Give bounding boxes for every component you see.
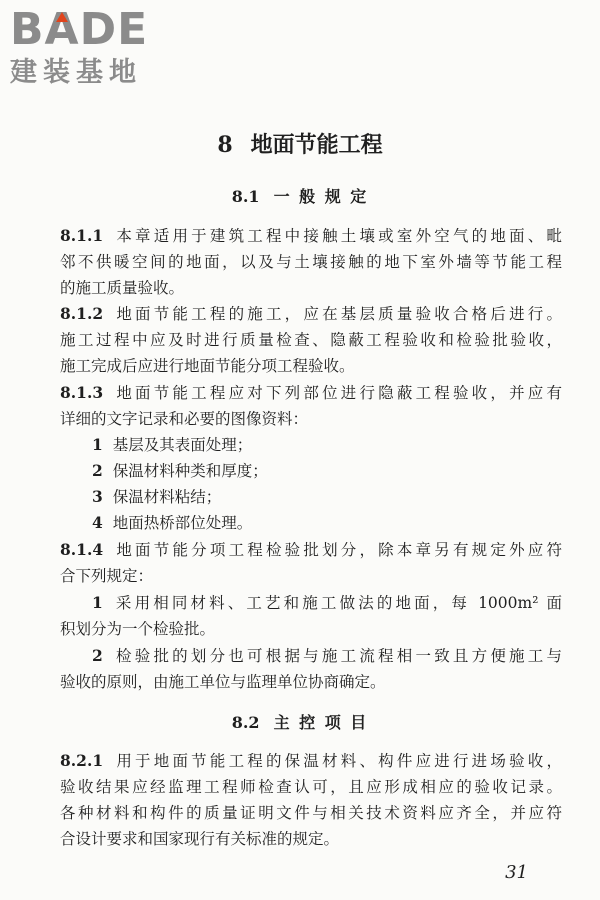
clause-number: 8.1.3 [60, 383, 104, 402]
list-item: 4 地面热桥部位处理。 [92, 513, 253, 532]
clause-8-1-2-line: 8.1.2 地面节能工程的施工，应在基层质量验收合格后进行。 [60, 304, 562, 323]
section-heading-8-2: 8.2 主 控 项 目 [231, 713, 369, 732]
list-item: 1 基层及其表面处理； [92, 435, 253, 454]
bade-logo [10, 6, 180, 90]
chapter-number: 8 [217, 132, 233, 158]
clause-8-1-1-line: 邻不供暖空间的地面，以及与土壤接触的地下室外墙等节能工程 [60, 253, 562, 271]
clause-8-1-2-line: 施工过程中应及时进行质量检查、隐蔽工程验收和检验批验收， [60, 331, 562, 349]
list-item: 1 采用相同材料、工艺和施工做法的地面，每 1000m² 面 [92, 593, 562, 612]
logo-chinese-name: 建装基地 [10, 57, 142, 88]
list-item-continuation: 积划分为一个检验批。 [60, 620, 216, 638]
clause-8-2-1-line: 8.2.1 用于地面节能工程的保温材料、构件应进行进场验收， [60, 751, 562, 770]
clause-8-1-1-line: 8.1.1 本章适用于建筑工程中接触土壤或室外空气的地面、毗 [60, 226, 562, 245]
clause-8-2-1-line: 各种材料和构件的质量证明文件与相关技术资料应齐全，并应符 [60, 804, 562, 822]
logo-wordmark: B A DE [10, 4, 149, 55]
clause-8-1-4-line: 8.1.4 地面节能分项工程检验批划分，除本章另有规定外应符 [60, 540, 562, 559]
logo-a-with-triangle: A [44, 4, 80, 55]
clause-8-2-1-line: 合设计要求和国家现行有关标准的规定。 [60, 830, 340, 848]
chapter-title: 地面节能工程 [250, 132, 383, 158]
clause-number: 8.1.2 [60, 304, 104, 323]
clause-8-1-1-line: 的施工质量验收。 [60, 279, 185, 297]
list-item: 2 保温材料种类和厚度； [92, 461, 268, 480]
clause-number: 8.1.4 [60, 540, 104, 559]
clause-number: 8.2.1 [60, 751, 104, 770]
clause-8-1-2-line: 施工完成后应进行地面节能分项工程验收。 [60, 357, 355, 375]
list-item-continuation: 验收的原则，由施工单位与监理单位协商确定。 [60, 673, 386, 691]
clause-number: 8.1.1 [60, 226, 104, 245]
list-item: 3 保温材料粘结； [92, 487, 222, 506]
page-number: 31 [505, 862, 528, 883]
clause-8-1-4-line: 合下列规定： [60, 567, 154, 585]
clause-8-2-1-line: 验收结果应经监理工程师检查认可，且应形成相应的验收记录。 [60, 778, 562, 796]
logo-triangle-icon [56, 12, 68, 22]
section-heading-8-1: 8.1 一 般 规 定 [231, 187, 369, 206]
chapter-heading [0, 128, 600, 159]
list-item: 2 检验批的划分也可根据与施工流程相一致且方便施工与 [92, 646, 562, 665]
clause-8-1-3-line: 详细的文字记录和必要的图像资料： [60, 410, 309, 428]
clause-8-1-3-line: 8.1.3 地面节能工程应对下列部位进行隐蔽工程验收，并应有 [60, 383, 562, 402]
